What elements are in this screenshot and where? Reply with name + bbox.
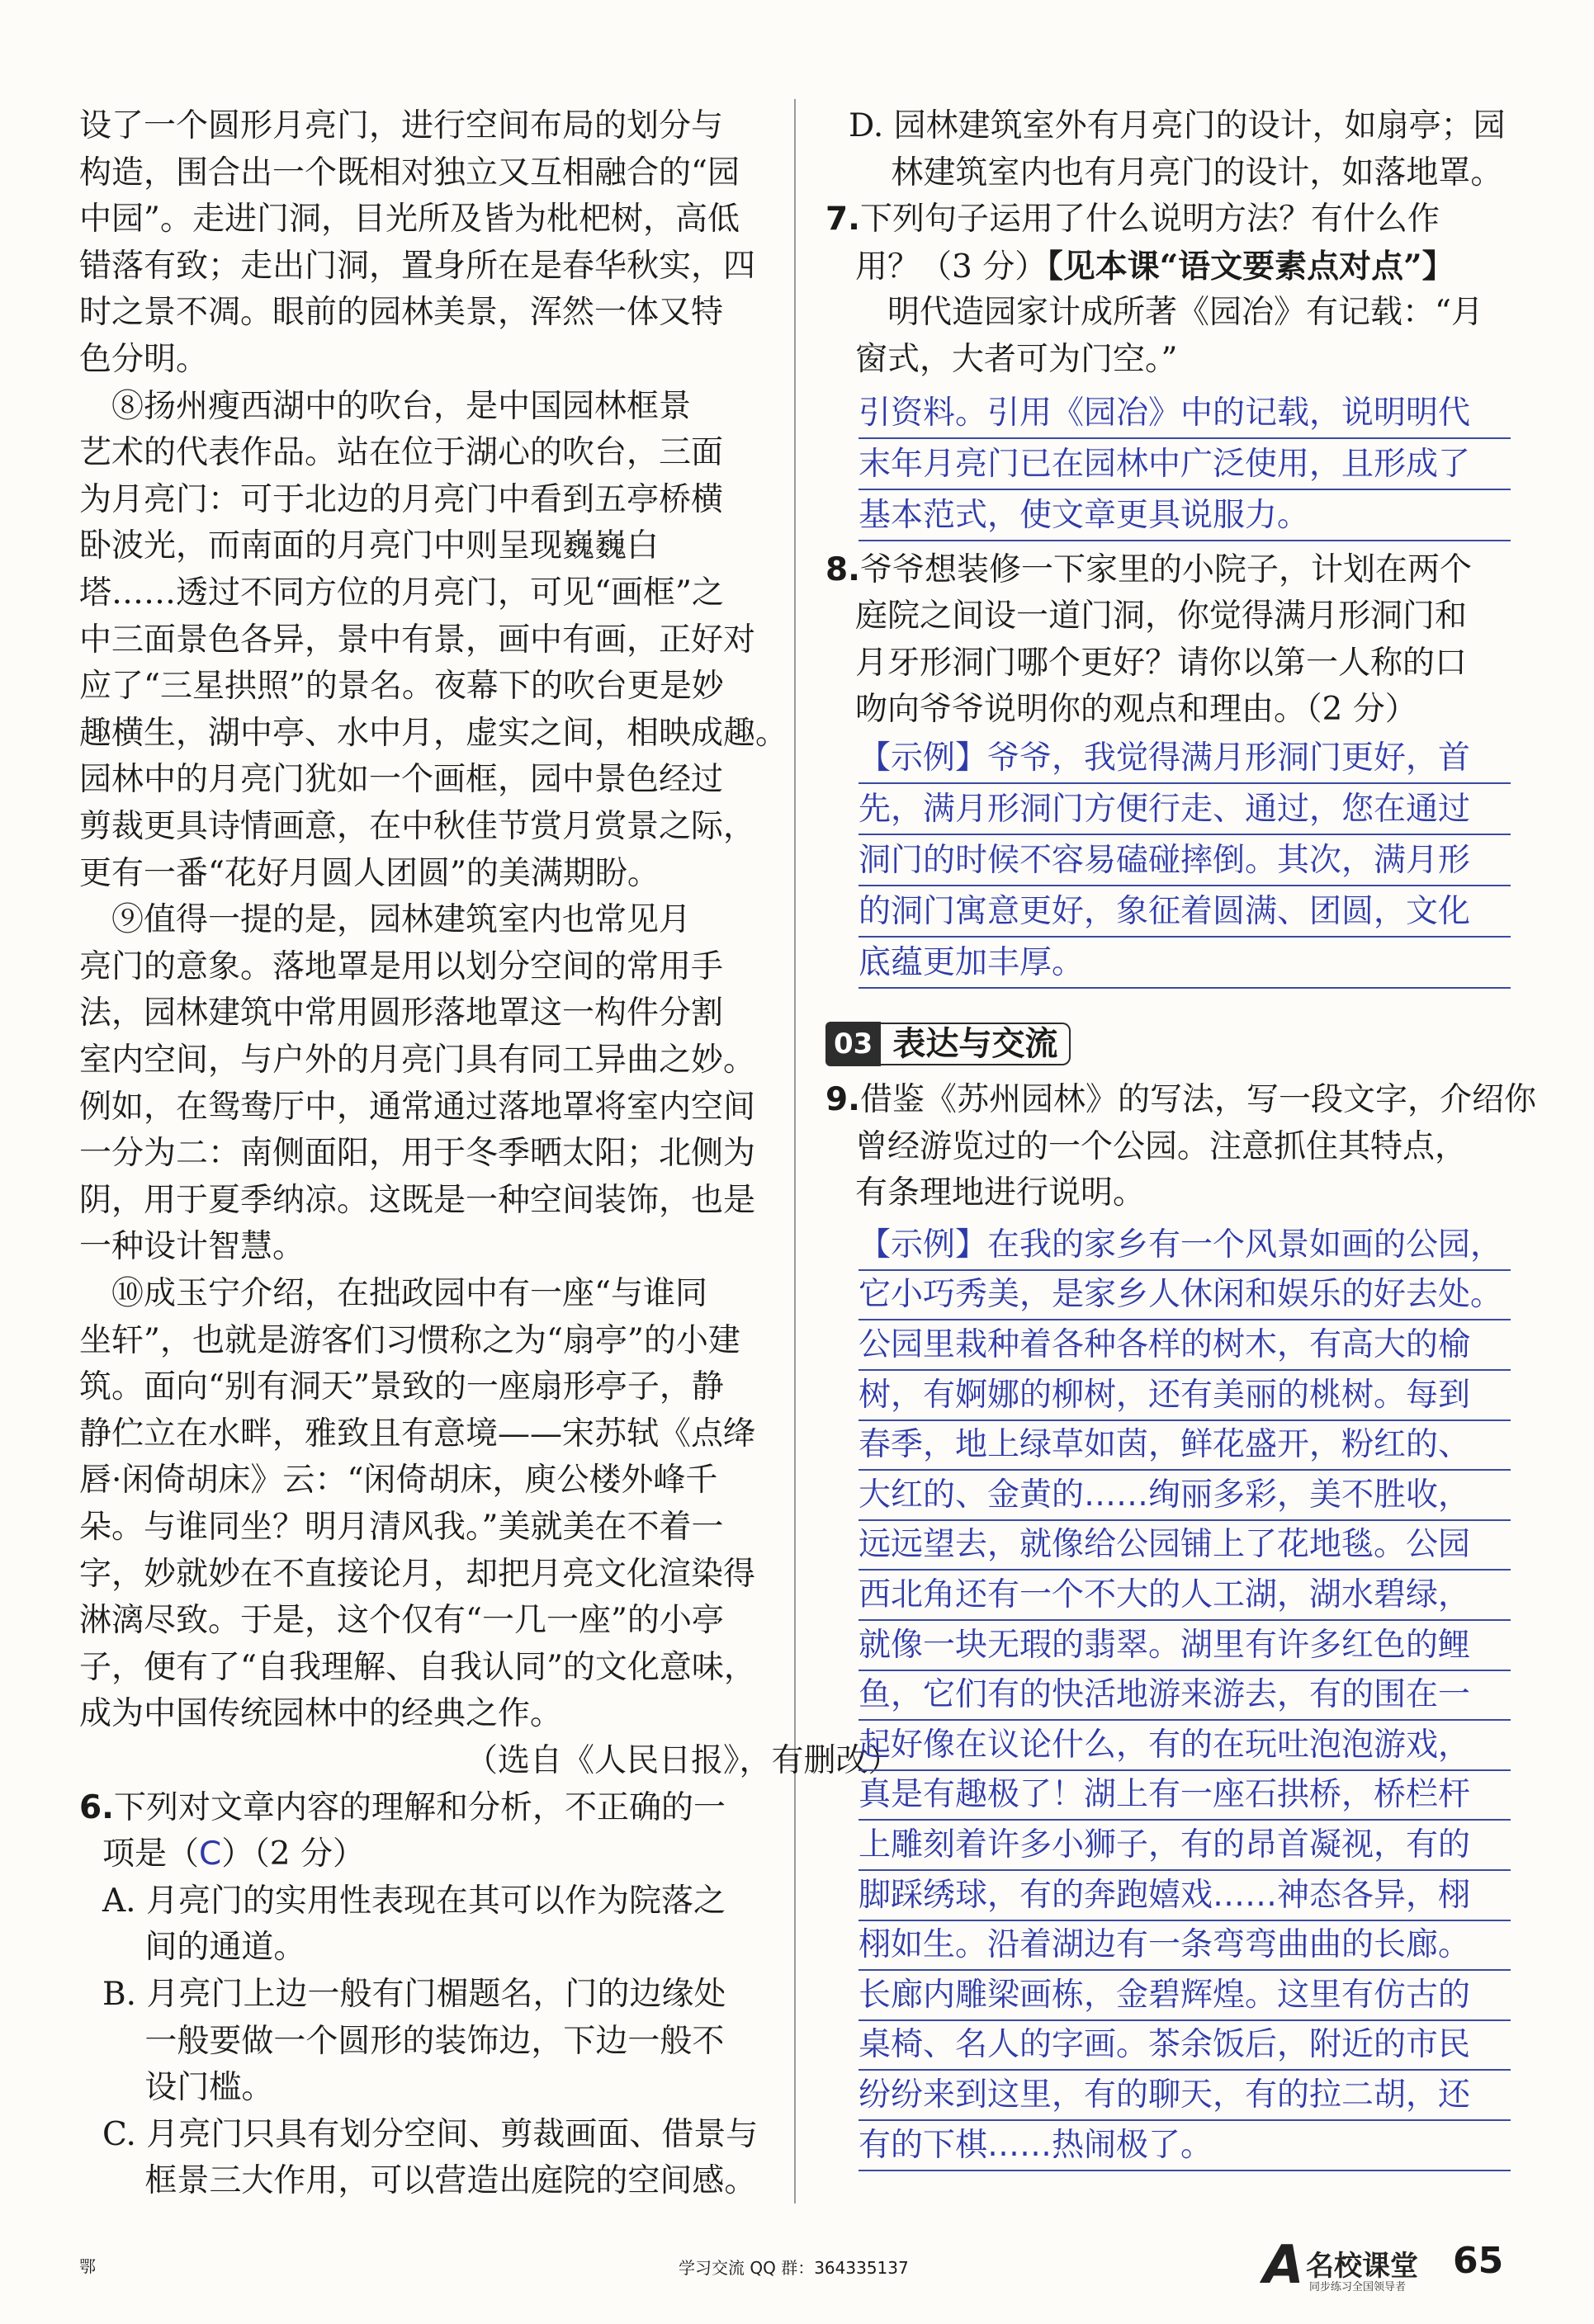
body-line: 设了一个圆形月亮门，进行空间布局的划分与 bbox=[79, 107, 724, 144]
body-line: 法，园林建筑中常用圆形落地罩这一构件分割 bbox=[79, 994, 724, 1032]
body-line: 一分为二：南侧面阳，用于冬季晒太阳；北侧为 bbox=[79, 1135, 756, 1173]
answer-line: 大红的、金黄的……绚丽多彩，美不胜收， bbox=[858, 1473, 1511, 1521]
answer-line: 起好像在议论什么，有的在玩吐泡泡游戏， bbox=[858, 1723, 1511, 1771]
question-9-stem bbox=[855, 1127, 1467, 1173]
body-line: 应了“三星拱照”的景名。夜幕下的吹台更是妙 bbox=[79, 668, 724, 706]
option-line: 框景三大作用，可以营造出庭院的空间感。 bbox=[102, 2162, 757, 2200]
answer-line: 桌椅、名人的字画。茶余饭后，附近的市民 bbox=[858, 2023, 1511, 2071]
answer-line: 先，满月形洞门方便行走、通过，您在通过 bbox=[858, 787, 1511, 835]
question-text: 借鉴《苏州园林》的写法，写一段文字，介绍你 bbox=[859, 1081, 1536, 1118]
answer-line: 鱼，它们有的快活地游来游去，有的围在一 bbox=[858, 1673, 1511, 1721]
question-number: 8. bbox=[825, 550, 860, 588]
question-8-stem bbox=[855, 596, 1467, 642]
question-text: 曾经游览过的一个公园。注意抓住其特点， bbox=[855, 1127, 1468, 1165]
brand-letter: A bbox=[1263, 2235, 1304, 2296]
body-line: 更有一番“花好月圆人团圆”的美满期盼。 bbox=[79, 854, 660, 892]
body-line: 艺术的代表作品。站在位于湖心的吹台，三面 bbox=[79, 434, 724, 472]
answer-line: 的洞门寓意更好，象征着圆满、团圆，文化 bbox=[858, 890, 1511, 938]
body-line: ⑧扬州瘦西湖中的吹台，是中国园林框景 bbox=[79, 387, 692, 425]
answer-line: 【示例】爷爷，我觉得满月形洞门更好，首 bbox=[858, 736, 1511, 784]
section-heading bbox=[825, 1020, 1071, 1068]
answer-line: 春季，地上绿草如茵，鲜花盛开，粉红的、 bbox=[858, 1423, 1511, 1471]
question-text: 月牙形洞门哪个更好？请你以第一人称的口 bbox=[855, 644, 1468, 682]
body-line: 一种设计智慧。 bbox=[79, 1228, 305, 1266]
question-text: 用？（3 分） bbox=[855, 248, 1048, 286]
body-line: 时之景不凋。眼前的园林美景，浑然一体又特 bbox=[79, 294, 724, 332]
question-text: 爷爷想装修一下家里的小院子，计划在两个 bbox=[859, 550, 1472, 588]
question-6-stem bbox=[79, 1788, 726, 1834]
question-7-stem bbox=[825, 199, 1440, 245]
question-text: 项是（ bbox=[102, 1835, 200, 1873]
answer-line: 末年月亮门已在园林中广泛使用，且形成了 bbox=[858, 442, 1511, 490]
answer-line: 真是有趣极了！湖上有一座石拱桥，桥栏杆 bbox=[858, 1773, 1511, 1821]
answer-line: 远远望去，就像给公园铺上了花地毯。公园 bbox=[858, 1523, 1511, 1571]
body-line: 唇·闲倚胡床》云：“闲倚胡床，庾公楼外峰千 bbox=[79, 1462, 718, 1500]
quote-line: 窗式，大者可为门空。” bbox=[855, 341, 1178, 378]
body-line: 室内空间，与户外的月亮门具有同工异曲之妙。 bbox=[79, 1042, 756, 1079]
answer-line: 引资料。引用《园冶》中的记载，说明明代 bbox=[858, 391, 1511, 439]
option-line: 林建筑室内也有月亮门的设计，如落地罩。 bbox=[849, 154, 1503, 191]
section-number: 03 bbox=[825, 1022, 881, 1066]
body-line: 构造，围合出一个既相对独立又互相融合的“园 bbox=[79, 154, 740, 191]
answer-line: 栩如生。沿着湖边有一条弯弯曲曲的长廊。 bbox=[858, 1923, 1511, 1971]
question-9-stem bbox=[825, 1079, 1536, 1126]
body-line: 筑。面向“别有洞天”景致的一座扇形亭子，静 bbox=[79, 1368, 724, 1406]
body-line: 阴，用于夏季纳凉。这既是一种空间装饰，也是 bbox=[79, 1181, 756, 1219]
page-footer bbox=[0, 2228, 1594, 2311]
body-line: 为月亮门：可于北边的月亮门中看到五亭桥横 bbox=[79, 480, 724, 518]
body-line: 坐轩”，也就是游客们习惯称之为“扇亭”的小建 bbox=[79, 1321, 740, 1359]
section-title: 表达与交流 bbox=[881, 1023, 1071, 1065]
body-line: 成为中国传统园林中的经典之作。 bbox=[79, 1695, 563, 1733]
answer-line: 公园里栽种着各种各样的树木，有高大的榆 bbox=[858, 1323, 1511, 1371]
qq-group-text: 学习交流 QQ 群：364335137 bbox=[679, 2258, 909, 2278]
question-9-stem bbox=[855, 1173, 1145, 1219]
question-text: ）（2 分） bbox=[221, 1835, 365, 1873]
body-line: 塔……透过不同方位的月亮门，可见“画框”之 bbox=[79, 574, 724, 612]
question-8-stem bbox=[855, 689, 1417, 735]
body-line: 错落有致；走出门洞，置身所在是春华秋实，四 bbox=[79, 247, 756, 285]
option-line: 一般要做一个圆形的装饰边，下边一般不 bbox=[102, 2022, 725, 2060]
region-mark: 鄂 bbox=[79, 2256, 96, 2276]
body-line: 淋漓尽致。于是，这个仅有“一几一座”的小亭 bbox=[79, 1602, 724, 1640]
option-line: D. 园林建筑室外有月亮门的设计，如扇亭；园 bbox=[849, 107, 1506, 144]
source-note: （选自《人民日报》，有删改） bbox=[466, 1742, 901, 1779]
page-number: 65 bbox=[1453, 2240, 1504, 2282]
brand-logo bbox=[1263, 2235, 1453, 2294]
option-line: C. 月亮门只具有划分空间、剪裁画面、借景与 bbox=[102, 2115, 759, 2153]
body-line: 朵。与谁同坐？明月清风我。”美就美在不着一 bbox=[79, 1509, 724, 1546]
answer-line: 【示例】在我的家乡有一个风景如画的公园， bbox=[858, 1223, 1511, 1271]
question-number: 7. bbox=[825, 201, 860, 239]
question-number: 9. bbox=[825, 1081, 860, 1118]
answer-line: 脚踩绣球，有的奔跑嬉戏……神态各异，栩 bbox=[858, 1873, 1511, 1921]
body-line: 卧波光，而南面的月亮门中则呈现巍巍白 bbox=[79, 527, 660, 565]
answer-line: 西北角还有一个不大的人工湖，湖水碧绿， bbox=[858, 1573, 1511, 1621]
answer-line: 洞门的时候不容易磕碰摔倒。其次，满月形 bbox=[858, 838, 1511, 886]
answer-line: 上雕刻着许多小狮子，有的昂首凝视，有的 bbox=[858, 1823, 1511, 1871]
question-text: 下列句子运用了什么说明方法？有什么作 bbox=[859, 201, 1440, 239]
body-line: 中园”。走进门洞，目光所及皆为枇杷树，高低 bbox=[79, 201, 740, 239]
answer-line: 长廊内雕梁画栋，金碧辉煌。这里有仿古的 bbox=[858, 1973, 1511, 2021]
option-line: A. 月亮门的实用性表现在其可以作为院落之 bbox=[102, 1882, 726, 1920]
column-divider bbox=[794, 99, 796, 2204]
question-8-stem bbox=[825, 550, 1472, 596]
body-line: 子，便有了“自我理解、自我认同”的文化意味， bbox=[79, 1648, 756, 1686]
option-line: 间的通道。 bbox=[102, 1929, 306, 1967]
answer-line: 就像一块无瑕的翡翠。湖里有许多红色的鲤 bbox=[858, 1623, 1511, 1671]
answer-line: 它小巧秀美，是家乡人休闲和娱乐的好去处。 bbox=[858, 1273, 1511, 1320]
body-line: 例如，在鸳鸯厅中，通常通过落地罩将室内空间 bbox=[79, 1088, 756, 1126]
question-8-stem bbox=[855, 643, 1467, 689]
answer-line: 树，有婀娜的柳树，还有美丽的桃树。每到 bbox=[858, 1373, 1511, 1421]
question-text: 吻向爷爷说明你的观点和理由。（2 分） bbox=[855, 691, 1417, 729]
quote-line: 明代造园家计成所著《园冶》有记载：“月 bbox=[855, 294, 1483, 332]
body-line: ⑩成玉宁介绍，在拙政园中有一座“与谁同 bbox=[79, 1275, 707, 1312]
answer-line: 基本范式，使文章更具说服力。 bbox=[858, 494, 1511, 541]
answer-line: 纷纷来到这里，有的聊天，有的拉二胡，还 bbox=[858, 2073, 1511, 2121]
answer-choice: C bbox=[199, 1835, 222, 1873]
question-7-stem-cont bbox=[855, 246, 1454, 292]
question-text: 庭院之间设一道门洞，你觉得满月形洞门和 bbox=[855, 598, 1468, 635]
body-line: 字，妙就妙在不直接论月，却把月亮文化渲染得 bbox=[79, 1555, 756, 1593]
body-line: 园林中的月亮门犹如一个画框，园中景色经过 bbox=[79, 761, 724, 799]
reference-note: 【见本课“语文要素点对点”】 bbox=[1047, 247, 1454, 286]
brand-slogan: 同步练习全国领导者 bbox=[1309, 2281, 1407, 2293]
question-text: 下列对文章内容的理解和分析，不正确的一 bbox=[113, 1788, 726, 1826]
body-line: 色分明。 bbox=[79, 341, 209, 378]
answer-line: 有的下棋……热闹极了。 bbox=[858, 2123, 1511, 2171]
answer-line: 底蕴更加丰厚。 bbox=[858, 941, 1511, 989]
body-line: 亮门的意象。落地罩是用以划分空间的常用手 bbox=[79, 947, 724, 985]
option-line: B. 月亮门上边一般有门楣题名，门的边缘处 bbox=[102, 1976, 726, 2013]
question-text: 有条理地进行说明。 bbox=[855, 1174, 1146, 1212]
question-6-stem-cont bbox=[102, 1834, 365, 1880]
brand-name: 名校课堂 bbox=[1306, 2250, 1418, 2283]
option-line: 设门槛。 bbox=[102, 2069, 274, 2107]
body-line: 剪裁更具诗情画意，在中秋佳节赏月赏景之际， bbox=[79, 808, 756, 845]
body-line: 中三面景色各异，景中有景，画中有画，正好对 bbox=[79, 621, 756, 659]
body-line: 趣横生，湖中亭、水中月，虚实之间，相映成趣。 bbox=[79, 714, 788, 752]
body-line: 静伫立在水畔，雅致且有意境——宋苏轼《点绛 bbox=[79, 1415, 756, 1452]
question-number: 6. bbox=[79, 1788, 114, 1826]
body-line: ⑨值得一提的是，园林建筑室内也常见月 bbox=[79, 901, 692, 939]
